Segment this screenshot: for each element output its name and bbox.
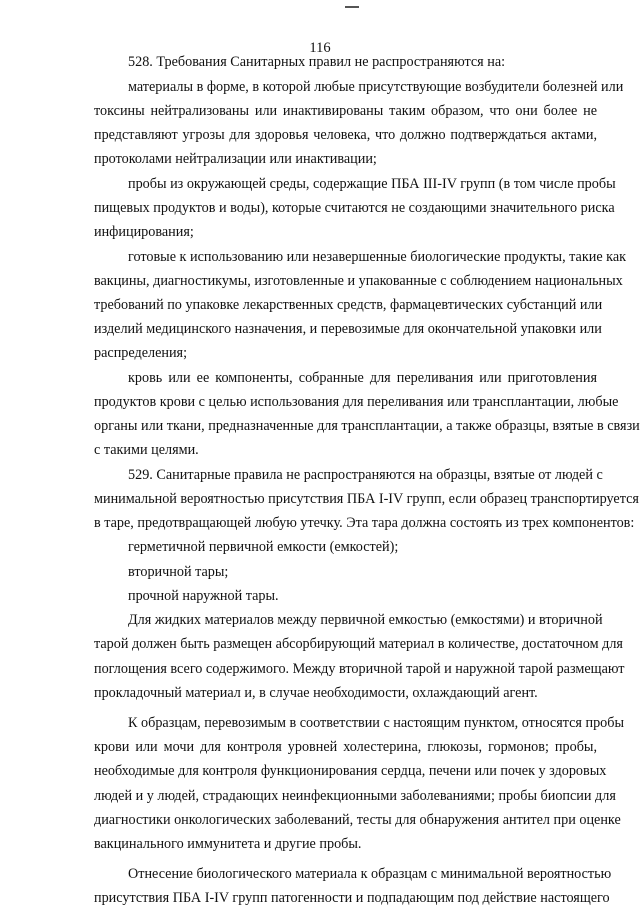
text-line: вторичной тары; — [128, 564, 229, 580]
text-line: готовые к использованию или незавершенные биологические продукты, такие как — [128, 249, 627, 265]
text-line: протоколами нейтрализации или инактивации; — [94, 151, 377, 167]
text-line: Отнесение биологического материала к образцам с минимальной вероятностью — [128, 866, 612, 882]
page-number: 116 — [309, 40, 331, 56]
text-line: крови или мочи для контроля уровней холестерина, глюкозы, гормонов; пробы, — [94, 739, 597, 755]
text-line: К образцам, перевозимым в соответствии с настоящим пунктом, относятся пробы — [128, 715, 625, 731]
text-line: представляют угрозы для здоровья человека, что должно подтверждаться актами, — [94, 127, 597, 143]
text-line: кровь или ее компоненты, собранные для переливания или приготовления — [128, 370, 597, 386]
text-line: диагностики онкологических заболеваний, тесты для обнаружения антител при оценке — [94, 812, 621, 828]
text-line: 529. Санитарные правила не распространяются на образцы, взятые от людей с — [128, 467, 603, 483]
text-line: в таре, предотвращающей любую утечку. Эта тара должна состоять из трех компонентов: — [94, 515, 635, 531]
text-line: пробы из окружающей среды, содержащие ПБА III-IV групп (в том числе пробы — [128, 176, 616, 192]
text-line: поглощения всего содержимого. Между вторичной тарой и наружной тарой размещают — [94, 661, 625, 677]
text-line: органы или ткани, предназначенные для трансплантации, а также образцы, взятые в связи — [94, 418, 640, 434]
text-line: материалы в форме, в которой любые присутствующие возбудители болезней или — [128, 79, 624, 95]
scan-mark — [345, 6, 359, 8]
text-line: герметичной первичной емкости (емкостей); — [128, 539, 399, 555]
text-line: тарой должен быть размещен абсорбирующий материал в количестве, достаточном для — [94, 636, 623, 652]
text-line: Для жидких материалов между первичной емкостью (емкостями) и вторичной — [128, 612, 603, 628]
text-line: минимальной вероятностью присутствия ПБА I-IV групп, если образец транспортируется — [94, 491, 639, 507]
text-line: необходимые для контроля функционирования сердца, печени или почек у здоровых — [94, 763, 607, 779]
text-line: вакцинального иммунитета и другие пробы. — [94, 836, 362, 852]
text-line: вакцины, диагностикумы, изготовленные и упакованные с соблюдением национальных — [94, 273, 623, 289]
text-line: токсины нейтрализованы или инактивированы таким образом, что они более не — [94, 103, 597, 119]
text-line: требований по упаковке лекарственных средств, фармацевтических субстанций или — [94, 297, 603, 313]
text-line: прочной наружной тары. — [128, 588, 279, 604]
text-line: 528. Требования Санитарных правил не распространяются на: — [128, 54, 506, 70]
text-line: продуктов крови с целью использования для переливания или трансплантации, любые — [94, 394, 619, 410]
text-line: людей и у людей, страдающих неинфекционными заболеваниями; пробы биопсии для — [94, 788, 616, 804]
text-line: изделий медицинского назначения, и перевозимые для окончательной упаковки или — [94, 321, 602, 337]
text-line: присутствия ПБА I-IV групп патогенности и подпадающим под действие настоящего — [94, 890, 610, 906]
text-line: распределения; — [94, 345, 188, 361]
text-line: инфицирования; — [94, 224, 194, 240]
text-line: пищевых продуктов и воды), которые считаются не создающими значительного риска — [94, 200, 615, 216]
text-line: прокладочный материал и, в случае необходимости, охлаждающий агент. — [94, 685, 538, 701]
text-line: с такими целями. — [94, 442, 199, 458]
